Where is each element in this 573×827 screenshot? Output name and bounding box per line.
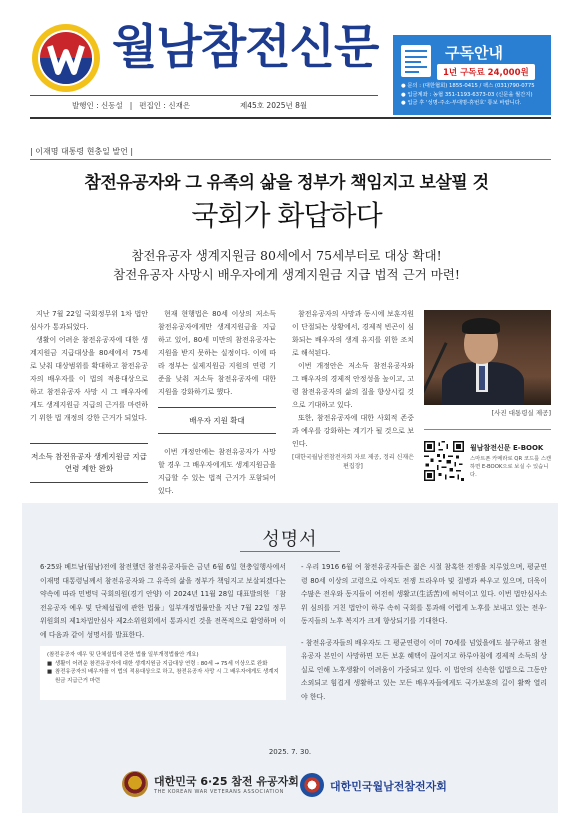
subscription-box bbox=[393, 35, 551, 115]
subscription-line: ● 입금 후 '성명-주소-부대명-휴번호' 통보 바랍니다. bbox=[401, 99, 535, 108]
masthead-divider bbox=[30, 95, 378, 96]
article-paragraph: 참전유공자의 사망과 동시에 보훈지원이 단절되는 상황에서, 경제적 빈곤이 심화되는 배우자의 생계 유지를 위한 조치로 해석된다. bbox=[292, 310, 414, 357]
article-column-3 bbox=[292, 308, 414, 471]
association-english-name: THE KOREAN WAR VETERANS ASSOCIATION bbox=[154, 789, 284, 795]
article-subheading: 저소득 참전유공자 생계지원금 지급 연령 제한 완화 bbox=[30, 443, 148, 483]
statement-right-column bbox=[301, 561, 547, 704]
publisher: 발행인 : 신동설 bbox=[72, 101, 123, 110]
article-column-2 bbox=[158, 308, 276, 498]
subscription-line: ● 문의 : (대한협회) 1855-0415 / 팩스 (031)790-0775 bbox=[401, 82, 535, 91]
masthead-bottom-rule bbox=[30, 117, 551, 119]
subscription-title: 구독안내 bbox=[445, 44, 503, 62]
ebook-title: 월남참전신문 E-BOOK bbox=[470, 444, 544, 452]
statement-box bbox=[22, 503, 558, 813]
president-photo bbox=[424, 310, 551, 405]
article-column-1 bbox=[30, 308, 148, 483]
vietnam-veterans-association-emblem bbox=[300, 773, 324, 797]
issue-number: 제45호 2025년 8월 bbox=[240, 101, 308, 110]
bill-summary-box bbox=[40, 646, 286, 700]
statement-title-rule bbox=[240, 551, 340, 552]
article-subheading: 배우자 지원 확대 bbox=[158, 407, 276, 434]
subheadline-2: 참전유공자 사망시 배우자에게 생계지원금 지급 법적 근거 마련! bbox=[113, 267, 460, 282]
bill-summary-item: ■ 생활이 어려운 참전유공자에 대한 생계지원금 지급대상 연령 : 80세 → 75세 이상으로 완화 bbox=[47, 660, 279, 669]
korean-war-association-emblem bbox=[122, 771, 148, 797]
subscription-price: 1년 구독료 24,000원 bbox=[437, 64, 535, 80]
headline-top: 참전유공자와 그 유족의 삶을 정부가 책임지고 보살필 것 bbox=[84, 173, 489, 193]
newspaper-logo-emblem bbox=[30, 22, 102, 94]
statement-left-column bbox=[40, 561, 286, 642]
association-name: 대한민국 6·25 참전 유공자회 bbox=[154, 775, 299, 788]
subscription-info bbox=[401, 82, 535, 108]
statement-paragraph: - 참전유공자들의 배우자도 그 평균연령이 이미 70세를 넘었을에도 불구하고 참전유공자 본인이 사망하면 모든 보훈 혜택이 끊어지고 하루아침에 경제적 소득의 상실로 인해 노후생활이 어려움이 가중되고 있다. 이 법안의 신속한 입법으로 그동안 소외되고 힘겹게 생활하고 있는 모든 배우자들에게도 국가보훈의 길이 활짝 열리야 한다. bbox=[301, 638, 547, 701]
photo-caption: [사진 대통령실 제공] bbox=[491, 409, 551, 417]
article-credit: [대한국월남전참전자회 자료 제공, 정리 신재은 편집장] bbox=[292, 454, 415, 470]
ebook-description: 스마트폰 카메라로 QR 코드를 스캔하면 E-BOOK으로 보실 수 있습니다. bbox=[470, 456, 552, 478]
article-paragraph: 또한, 참전유공자에 대한 사회적 존중과 예우를 강화하는 계기가 될 것으로 보인다. bbox=[292, 414, 414, 448]
masthead bbox=[0, 0, 573, 122]
article-paragraph: 현재 현행법은 80세 이상의 저소득 참전유공자에게만 생계지원금을 지급하고 있어, 80세 미만의 참전유공자는 지원을 받지 못하는 실정이다. 이에 따라 정부는 실제지원금 지원의 연령 기준을 낮춰 저소득 참전유공자에 대한 지원을 강화하기로 했다. bbox=[158, 310, 276, 396]
article-paragraph: 지난 7월 22일 국회정무위 1차 법안 심사가 통과되었다. bbox=[30, 310, 148, 331]
newspaper-title: 월남참전신문 bbox=[112, 20, 379, 75]
statement-date: 2025. 7. 30. bbox=[268, 748, 312, 756]
ebook-qr-code[interactable] bbox=[424, 441, 464, 481]
headline-main: 국회가 화답하다 bbox=[191, 199, 382, 232]
article-paragraph: 이번 개정안에는 참전유공자가 사망할 경우 그 배우자에게도 생계지원금을 지급할 수 있는 법적 근거가 포함되어 있다. bbox=[158, 448, 276, 495]
statement-paragraph: 6·25와 베트남(월남)전에 참전했던 참전유공자들은 금년 6월 6일 현충일행사에서 이재명 대통령님께서 참전유공자와 그 유족의 삶을 정부가 책임지고 보살피겠다는 약속에 따라 민병덕 국회의원(경기 안양) 이 2024년 11월 28일 대표발의한 「참전유공자 예우 및 단체설립에 관한 법률」일부개정법률안을 지난 7월 22일 정무위원회의 제1차법안심사 제2소위원회에서 통과시킨 것을 전폭적으로 환영하며 이에 다음과 같이 성명서를 발표한다. bbox=[40, 563, 286, 639]
newspaper-icon bbox=[401, 45, 431, 77]
statement-paragraph: - 우리 1916 6월 여 참전유공자들은 젊은 시절 참혹한 전쟁을 치루었으며, 평균연령 80세 이상의 고령으로 아직도 전쟁 트라우마 및 질병과 싸우고 있으며, 더욱이 수많은 전우와 동지들이 여전히 생활고(生活苦)에 허덕이고 있다. 이번 법안심사소위 심의를 거친 법안이 하루 속히 국회를 통과해 어렵게 노후를 보내고 있는 전우·동지들의 노후 복지가 크게 향상되기를 기대한다. bbox=[301, 563, 547, 625]
editor: 편집인 : 신재은 bbox=[139, 101, 191, 110]
article-paragraph: 생활이 어려운 참전유공자에 대한 생계지원금 지급대상을 80세에서 75세로 낮춰 대상범위를 확대하고 참전유공자의 배우자를 이 법의 적용대상으로 하고 참전유공자 사망 시 그 배우자에게도 생계지원금 지급의 근거를 마련하기 위한 법 개정의 강한 근거가 되었다. bbox=[30, 336, 148, 422]
qr-divider bbox=[424, 429, 551, 430]
subscription-line: ● 입금계좌 : 농협 351-1193-6373-03 (신문을 월간지) bbox=[401, 91, 535, 100]
article-paragraph: 이번 개정안은 저소득 참전유공자와 그 배우자의 경제적 안정성을 높이고, 고령 참전유공자의 삶의 질을 향상시킬 것으로 기대하고 있다. bbox=[292, 362, 414, 409]
section-tag: | 이재명 대통령 현충일 발언 | bbox=[30, 147, 134, 156]
publisher-line: 발행인 : 신동설 | 편집인 : 신재은 bbox=[72, 101, 191, 110]
statement-title: 성명서 bbox=[262, 529, 318, 550]
section-rule bbox=[30, 159, 551, 160]
bill-summary-item: ■ 참전유공자의 배우자를 이 법의 적용대상으로 하고, 참전유공자 사망 시 그 배우자에게도 생계지원금 지급근거 마련 bbox=[47, 668, 279, 685]
subheadline-1: 참전유공자 생계지원금 80세에서 75세부터로 대상 확대! bbox=[131, 248, 442, 263]
bill-summary-title: (참전유공자 예우 및 단체설립에 관한 법률 일부개정법률안 개요) bbox=[47, 652, 199, 658]
association-name: 대한민국월남전참전자회 bbox=[330, 780, 447, 793]
